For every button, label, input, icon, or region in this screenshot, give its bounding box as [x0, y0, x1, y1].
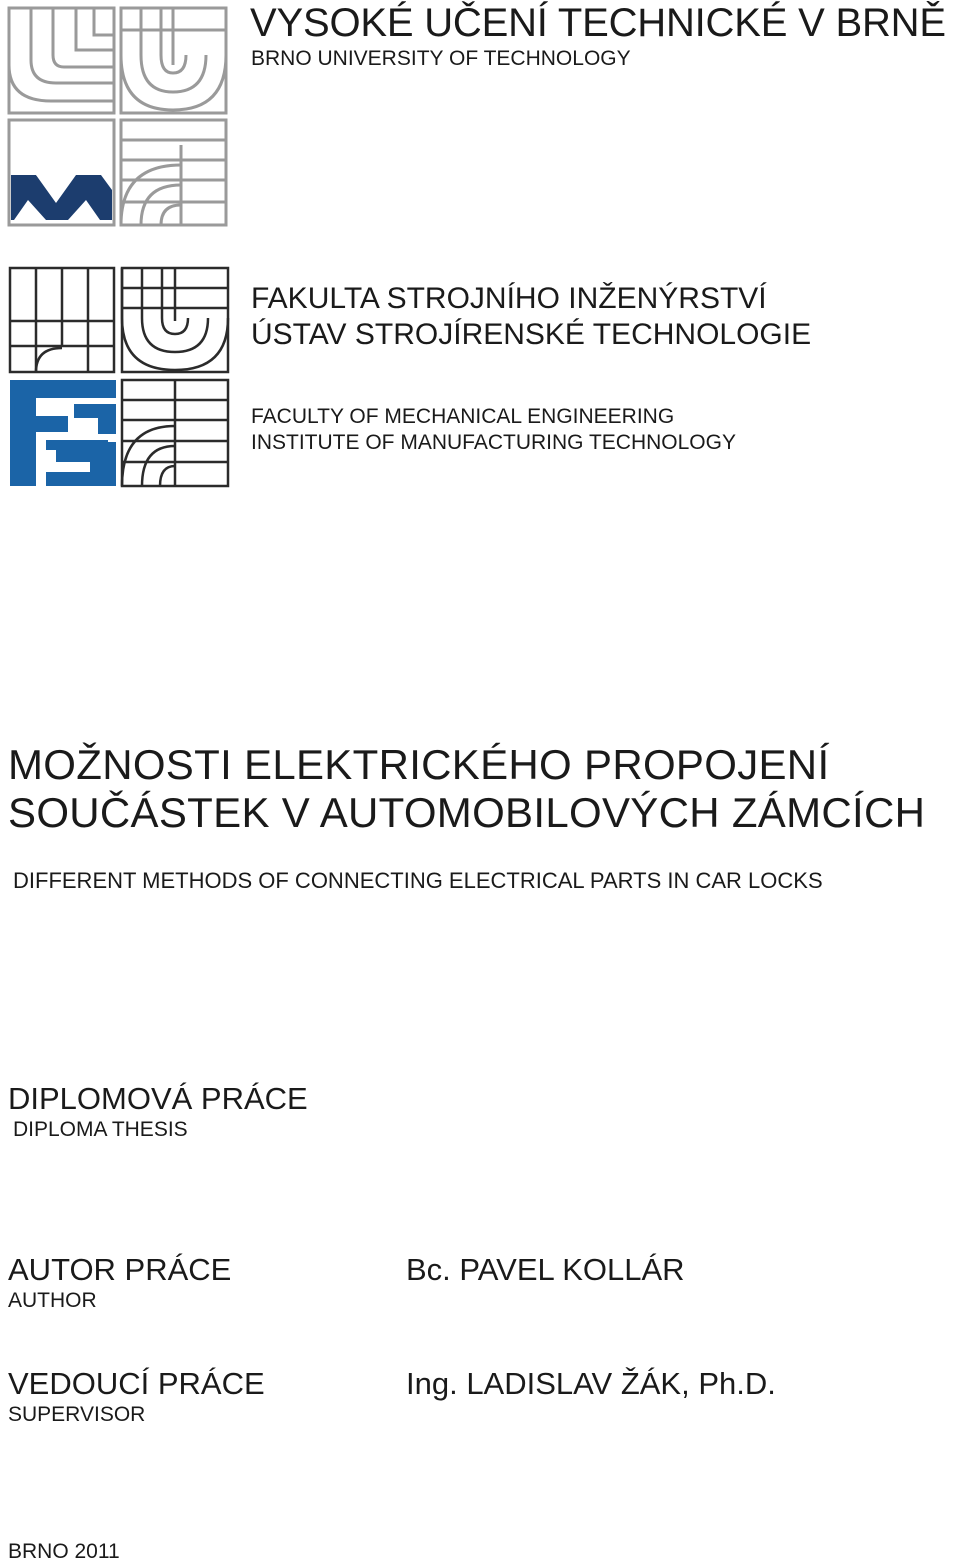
- thesis-title-en: DIFFERENT METHODS OF CONNECTING ELECTRICAL PARTS IN CAR LOCKS: [13, 868, 823, 893]
- university-logo: [6, 5, 232, 231]
- supervisor-name: Ing. LADISLAV ŽÁK, Ph.D.: [406, 1366, 776, 1401]
- faculty-line-1: FAKULTA STROJNÍHO INŽENÝRSTVÍ: [251, 282, 767, 315]
- thesis-title-cz: [8, 741, 925, 837]
- author-role-cz: AUTOR PRÁCE: [8, 1252, 232, 1287]
- thesis-type-cz: DIPLOMOVÁ PRÁCE: [8, 1081, 308, 1116]
- institute-line-en: INSTITUTE OF MANUFACTURING TECHNOLOGY: [251, 431, 736, 454]
- author-name: Bc. PAVEL KOLLÁR: [406, 1252, 685, 1287]
- faculty-name-en: [251, 404, 736, 456]
- supervisor-role-en: SUPERVISOR: [8, 1403, 146, 1426]
- university-name-cz: VYSOKÉ UČENÍ TECHNICKÉ V BRNĚ: [250, 1, 946, 45]
- thesis-title-line-2: SOUČÁSTEK V AUTOMOBILOVÝCH ZÁMCÍCH: [8, 789, 926, 836]
- supervisor-role-cz: VEDOUCÍ PRÁCE: [8, 1366, 265, 1401]
- faculty-logo: [8, 266, 230, 488]
- faculty-line-en: FACULTY OF MECHANICAL ENGINEERING: [251, 405, 675, 428]
- thesis-title-line-1: MOŽNOSTI ELEKTRICKÉHO PROPOJENÍ: [8, 741, 830, 788]
- vut-logo-icon: [6, 5, 232, 231]
- university-name-en: BRNO UNIVERSITY OF TECHNOLOGY: [251, 47, 631, 70]
- author-role-en: AUTHOR: [8, 1289, 97, 1312]
- thesis-type-en: DIPLOMA THESIS: [13, 1118, 188, 1141]
- place-year: BRNO 2011: [8, 1540, 120, 1563]
- fsi-logo-icon: [8, 266, 230, 488]
- institute-line-cz: ÚSTAV STROJÍRENSKÉ TECHNOLOGIE: [251, 318, 812, 351]
- faculty-name-cz: [251, 281, 811, 353]
